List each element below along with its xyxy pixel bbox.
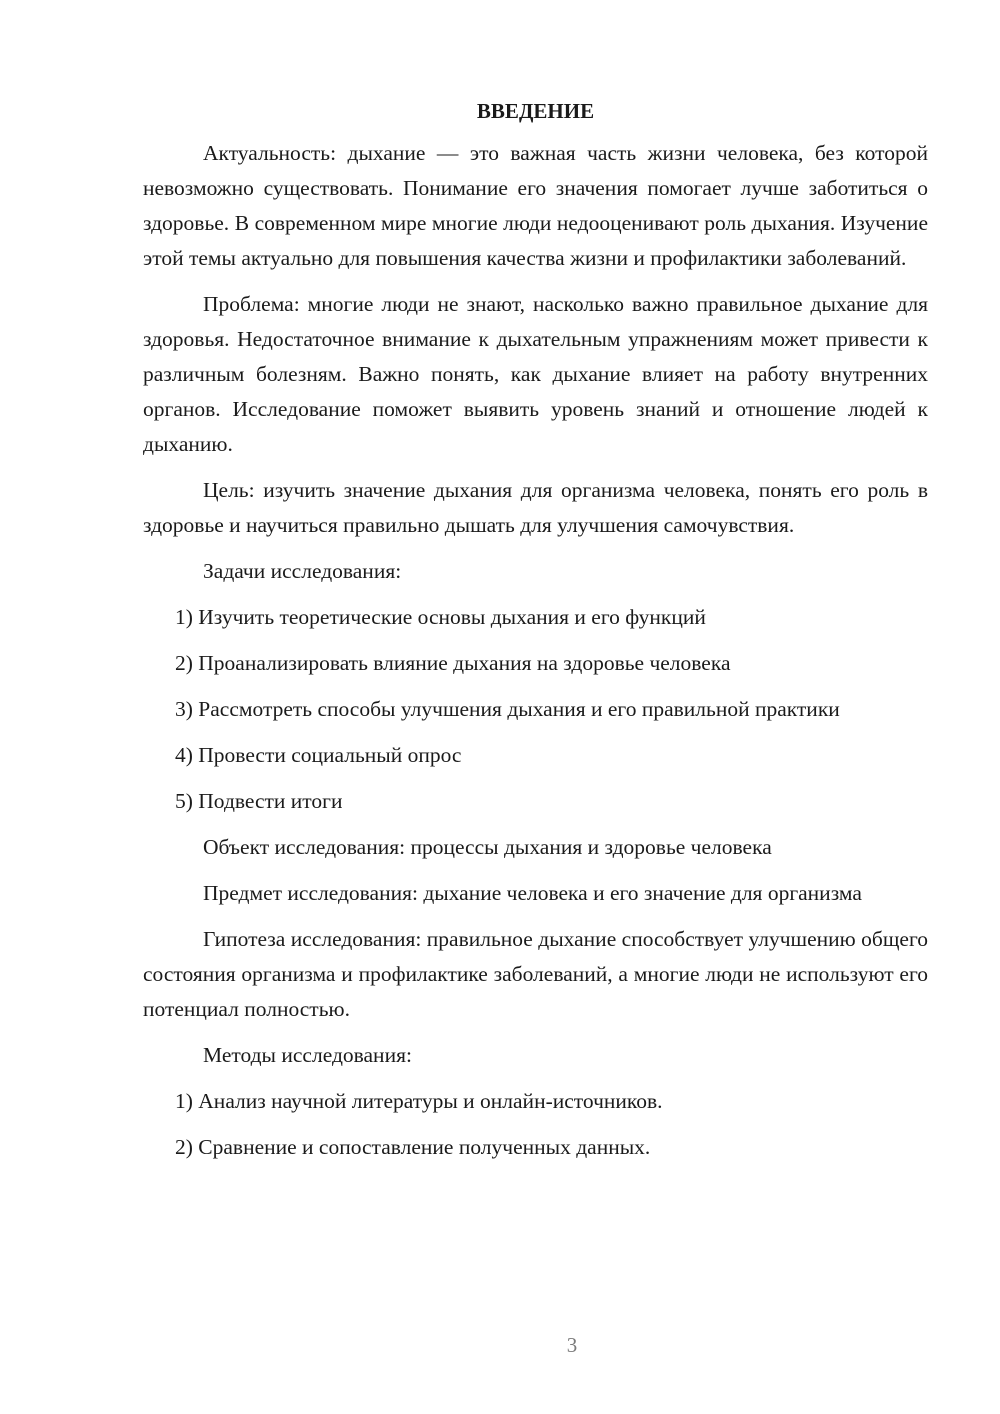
page-content (143, 96, 928, 1176)
paragraph-problem: Проблема: многие люди не знают, насколько важно правильное дыхание для здоровья. Недостаточное внимание к дыхательным упражнениям может привести к различным болезням. Важно понять, как дыхание влияет на работу внутренних органов. Исследование поможет выявить уровень знаний и отношение людей к дыханию. (143, 292, 928, 456)
paragraph-hypothesis: Гипотеза исследования: правильное дыхание способствует улучшению общего состояния организма и профилактике заболеваний, а многие люди не используют его потенциал полностью. (143, 927, 928, 1021)
paragraph-goal: Цель: изучить значение дыхания для организма человека, понять его роль в здоровье и научиться правильно дышать для улучшения самочувствия. (143, 478, 928, 537)
method-item-1: 1) Анализ научной литературы и онлайн-источников. (175, 1089, 663, 1113)
task-item-2: 2) Проанализировать влияние дыхания на здоровье человека (175, 651, 731, 675)
page-number: 3 (566, 1333, 578, 1357)
method-item-2: 2) Сравнение и сопоставление полученных данных. (175, 1135, 651, 1159)
tasks-heading: Задачи исследования: (203, 559, 402, 583)
paragraph-relevance: Актуальность: дыхание — это важная часть жизни человека, без которой невозможно существовать. Понимание его значения помогает лучше заботиться о здоровье. В современном мире многие люди недооценивают роль дыхания. Изучение этой темы актуально для повышения качества жизни и профилактики заболеваний. (143, 141, 928, 270)
task-item-4: 4) Провести социальный опрос (175, 743, 462, 767)
task-item-3: 3) Рассмотреть способы улучшения дыхания и его правильной практики (175, 697, 840, 721)
methods-heading: Методы исследования: (203, 1043, 412, 1067)
task-item-5: 5) Подвести итоги (175, 789, 343, 813)
paragraph-object: Объект исследования: процессы дыхания и здоровье человека (203, 835, 772, 859)
paragraph-subject: Предмет исследования: дыхание человека и его значение для организма (203, 881, 862, 905)
page-title: ВВЕДЕНИЕ (476, 99, 595, 123)
task-item-1: 1) Изучить теоретические основы дыхания и его функций (175, 605, 706, 629)
